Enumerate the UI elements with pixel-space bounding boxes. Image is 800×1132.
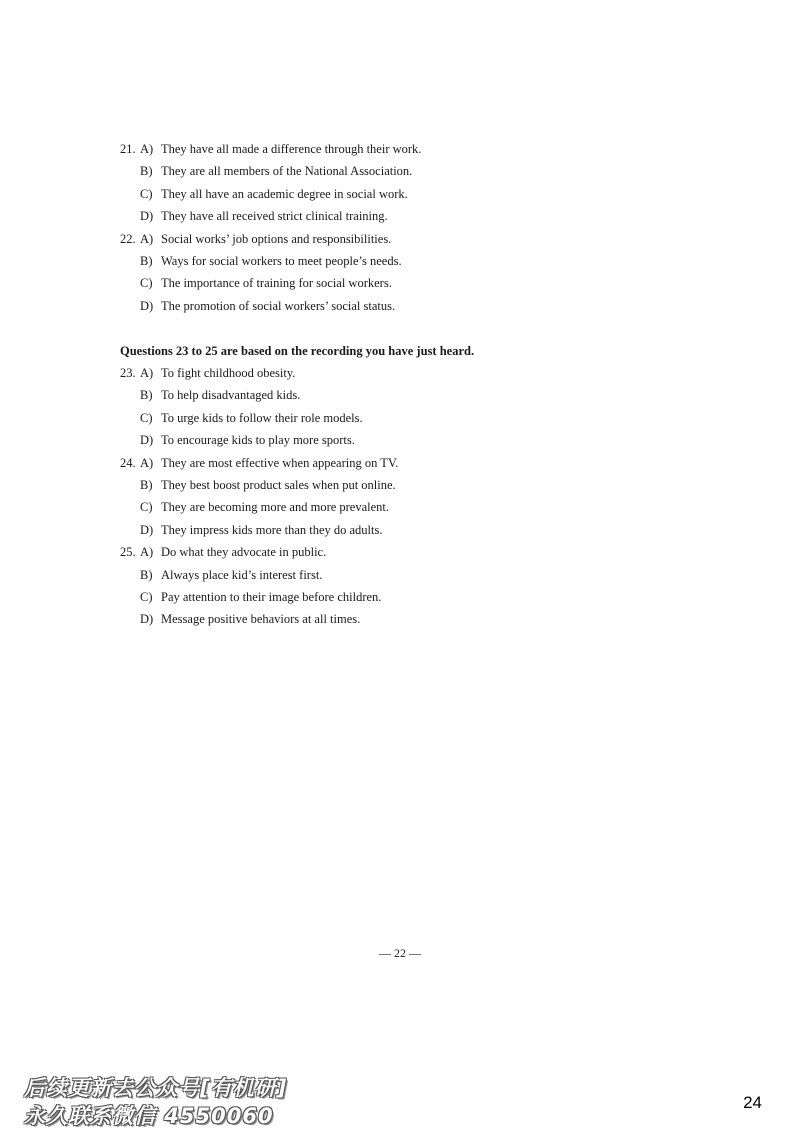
option-text: They are most effective when appearing on TV.: [161, 455, 399, 470]
option-text: Always place kid’s interest first.: [161, 567, 323, 582]
question-21-option-b: [120, 160, 421, 182]
option-letter: D): [140, 612, 154, 627]
question-group-23-25: [120, 362, 398, 631]
question-24-option-a: [120, 452, 398, 474]
option-letter: B): [140, 253, 153, 268]
question-23-option-d: [120, 429, 398, 451]
watermark-line-1: 后续更新去公众号[有机研]: [24, 1076, 288, 1100]
watermark: [24, 1074, 314, 1130]
page-number: — 22 —: [379, 946, 421, 960]
question-22-option-a: [120, 228, 421, 250]
option-letter: C): [140, 589, 153, 604]
question-21-option-a: [120, 138, 421, 160]
option-letter: B): [140, 388, 153, 403]
question-25-option-b: [120, 564, 398, 586]
question-number: 23.: [120, 366, 136, 380]
option-text: The importance of training for social workers.: [161, 276, 392, 291]
option-text: To fight childhood obesity.: [161, 366, 296, 380]
option-letter: B): [140, 164, 153, 179]
option-text: Do what they advocate in public.: [161, 545, 327, 560]
corner-page-number: 24: [743, 1093, 762, 1112]
question-22-option-c: [120, 272, 421, 294]
option-text: They have all made a difference through their work.: [161, 142, 422, 156]
option-letter: B): [140, 567, 153, 582]
option-letter: C): [140, 410, 153, 425]
question-24-option-d: [120, 519, 398, 541]
question-23-option-a: [120, 362, 398, 384]
question-number: 25.: [120, 545, 136, 560]
option-letter: A): [140, 142, 154, 156]
option-text: Pay attention to their image before children.: [161, 589, 382, 604]
question-24-option-c: [120, 496, 398, 518]
option-letter: C): [140, 500, 153, 515]
option-text: Social works’ job options and responsibilities.: [161, 231, 392, 246]
option-text: Ways for social workers to meet people’s needs.: [161, 253, 402, 268]
option-letter: C): [140, 186, 153, 201]
question-number: 21.: [120, 142, 136, 156]
question-number: 24.: [120, 455, 136, 470]
option-letter: D): [140, 433, 154, 448]
question-25-option-a: [120, 541, 398, 563]
option-letter: A): [140, 366, 154, 380]
option-text: To encourage kids to play more sports.: [161, 433, 355, 448]
option-text: They have all received strict clinical training.: [161, 209, 388, 224]
question-23-option-c: [120, 407, 398, 429]
question-number: 22.: [120, 231, 136, 246]
question-22-option-d: [120, 295, 421, 317]
option-text: They are becoming more and more prevalent.: [161, 500, 390, 515]
question-23-option-b: [120, 384, 398, 406]
option-text: They best boost product sales when put online.: [161, 477, 396, 492]
question-25-option-d: [120, 608, 398, 630]
option-text: They are all members of the National Association.: [161, 164, 413, 179]
option-letter: B): [140, 477, 153, 492]
option-letter: D): [140, 209, 154, 224]
question-group-21-22: [120, 138, 421, 317]
question-24-option-b: [120, 474, 398, 496]
option-text: To urge kids to follow their role models.: [161, 410, 363, 425]
section-heading: Questions 23 to 25 are based on the recording you have just heard.: [120, 344, 475, 358]
option-letter: D): [140, 522, 154, 537]
watermark-line-2: 永久联系微信 4550060: [24, 1104, 274, 1128]
option-letter: A): [140, 545, 154, 560]
question-22-option-b: [120, 250, 421, 272]
option-letter: C): [140, 276, 153, 291]
option-letter: A): [140, 455, 154, 470]
option-text: Message positive behaviors at all times.: [161, 612, 361, 627]
option-letter: D): [140, 298, 154, 313]
option-text: To help disadvantaged kids.: [161, 388, 301, 403]
question-21-option-c: [120, 183, 421, 205]
option-text: They all have an academic degree in social work.: [161, 186, 408, 201]
question-25-option-c: [120, 586, 398, 608]
option-letter: A): [140, 231, 154, 246]
option-text: They impress kids more than they do adults.: [161, 522, 383, 537]
question-21-option-d: [120, 205, 421, 227]
option-text: The promotion of social workers’ social status.: [161, 298, 396, 313]
